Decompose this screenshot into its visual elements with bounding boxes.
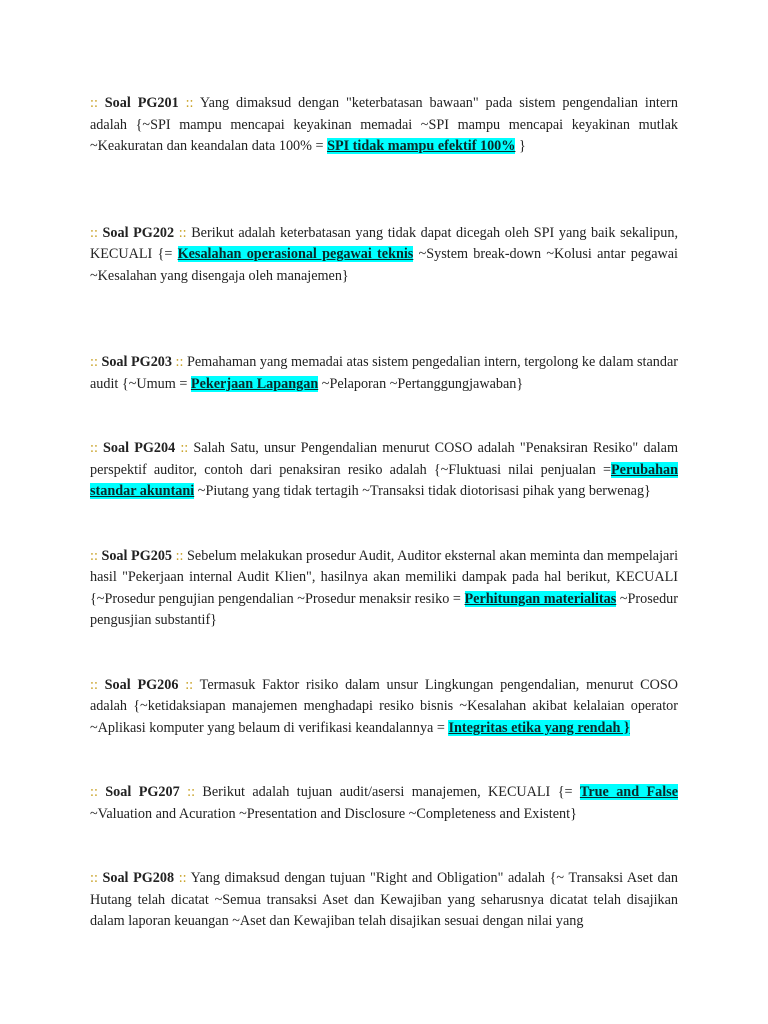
question-separator-open: :: <box>90 354 98 370</box>
question-text: Berikut adalah keterbatasan yang tidak dapat dicegah oleh SPI yang baik sekalipun, KECUALI {= <box>90 224 678 262</box>
question-pg206 <box>90 675 678 740</box>
document-page <box>90 93 678 933</box>
question-pg208 <box>90 868 678 933</box>
question-text-after: } <box>515 138 526 154</box>
question-id: Soal PG204 <box>103 440 176 456</box>
question-separator-close: :: <box>175 354 184 370</box>
question-pg203 <box>90 352 678 395</box>
highlighted-answer: SPI tidak mampu efektif 100% <box>327 138 516 154</box>
question-separator-close: :: <box>178 224 187 241</box>
highlighted-answer: Perubahan standar akuntani <box>90 461 678 499</box>
question-id: Soal PG206 <box>104 676 179 693</box>
question-separator-open: :: <box>90 870 98 886</box>
question-text-after: ~Piutang yang tidak tertagih ~Transaksi tidak diotorisasi pihak yang berwenag} <box>194 483 651 499</box>
question-separator-open: :: <box>90 224 98 241</box>
question-separator-open: :: <box>90 676 98 693</box>
question-separator-close: :: <box>178 870 187 886</box>
question-separator-close: :: <box>187 784 196 800</box>
question-id: Soal PG202 <box>102 224 175 241</box>
question-text: Berikut adalah tujuan audit/asersi manajemen, KECUALI {= <box>202 784 580 800</box>
question-id: Soal PG207 <box>105 784 180 800</box>
question-separator-open: :: <box>90 95 98 111</box>
question-id: Soal PG201 <box>104 95 179 111</box>
question-text: Yang dimaksud dengan tujuan "Right and Obligation" adalah {~ Transaksi Aset dan Hutang telah dicatat ~Semua transaksi Aset dan Kewajiban yang seharusnya dicatat telah disajikan dalam laporan keuangan ~Aset dan Kewajiban telah disajikan sesuai dengan nilai yang <box>90 870 678 929</box>
highlighted-answer: Perhitungan materialitas <box>464 590 617 607</box>
question-separator-open: :: <box>90 547 98 564</box>
question-text-after: ~Prosedur pengusjian substantif} <box>90 590 678 628</box>
question-id: Soal PG208 <box>102 870 175 886</box>
question-separator-open: :: <box>90 440 98 456</box>
question-text: Salah Satu, unsur Pengendalian menurut COSO adalah "Penaksiran Resiko" dalam perspektif auditor, contoh dari penaksiran resiko adalah {~Fluktuasi nilai penjualan = <box>90 440 679 478</box>
question-pg205 <box>90 546 678 632</box>
question-text-after: ~System break-down ~Kolusi antar pegawai ~Kesalahan yang disengaja oleh manajemen} <box>90 246 678 284</box>
question-id: Soal PG203 <box>101 354 172 370</box>
question-pg204 <box>90 438 678 503</box>
question-text: Pemahaman yang memadai atas sistem pengedalian intern, tergolong ke dalam standar audit {~Umum = <box>90 354 679 392</box>
question-text-after: ~Valuation and Acuration ~Presentation and Disclosure ~Completeness and Existent} <box>90 805 577 822</box>
question-text: Sebelum melakukan prosedur Audit, Auditor eksternal akan meminta dan mempelajari hasil "Pekerjaan internal Audit Klien", hasilnya akan memiliki dampak pada hal berikut, KECUALI {~Prosedur pengujian pengendalian ~Prosedur menaksir resiko = <box>90 547 679 607</box>
question-separator-close: :: <box>185 676 194 693</box>
question-separator-open: :: <box>90 784 98 800</box>
highlighted-answer: Kesalahan operasional pegawai teknis <box>177 246 414 262</box>
highlighted-answer: True and False <box>579 784 679 800</box>
question-text: Termasuk Faktor risiko dalam unsur Lingkungan pengendalian, menurut COSO adalah {~ketidaksiapan manajemen menghadapi resiko bisnis ~Kesalahan akibat kelalaian operator ~Aplikasi komputer yang belaum di verifikasi keandalannya = <box>90 676 679 736</box>
question-text: Yang dimaksud dengan "keterbatasan bawaan" pada sistem pengendalian intern adalah {~SPI mampu mencapai keyakinan memadai ~SPI mampu mencapai keyakinan mutlak ~Keakuratan dan keandalan data 100% = <box>90 95 678 154</box>
question-pg201 <box>90 93 678 158</box>
question-separator-close: :: <box>180 440 189 456</box>
question-pg207 <box>90 782 678 825</box>
question-separator-close: :: <box>185 95 194 111</box>
highlighted-answer: Integritas etika yang rendah } <box>448 719 630 736</box>
question-separator-close: :: <box>175 547 184 564</box>
question-text-after: ~Pelaporan ~Pertanggungjawaban} <box>318 375 524 392</box>
highlighted-answer: Pekerjaan Lapangan <box>190 375 319 392</box>
question-pg202 <box>90 223 678 288</box>
question-id: Soal PG205 <box>101 547 173 564</box>
